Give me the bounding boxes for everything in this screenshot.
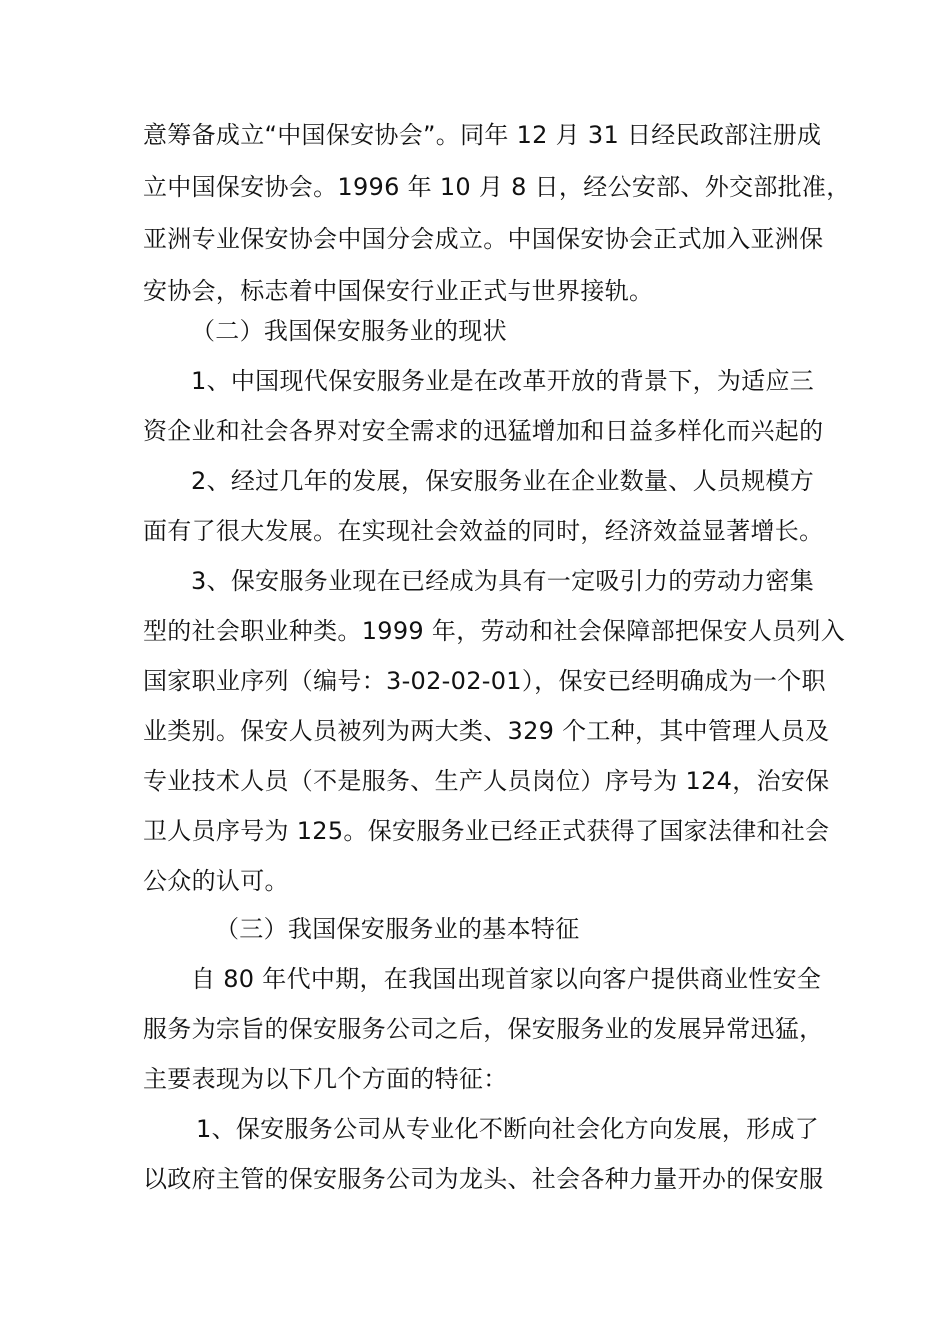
paragraph-line: 自 80 年代中期，在我国出现首家以向客户提供商业性安全 xyxy=(191,965,822,993)
list-item-line: 型的社会职业种类。1999 年，劳动和社会保障部把保安人员列入 xyxy=(143,617,846,645)
paragraph-line: 主要表现为以下几个方面的特征： xyxy=(143,1065,508,1093)
paragraph-line: 意筹备成立“中国保安协会”。同年 12 月 31 日经民政部注册成 xyxy=(143,121,822,149)
section-heading: （三）我国保安服务业的基本特征 xyxy=(215,915,580,943)
list-item-line: 以政府主管的保安服务公司为龙头、社会各种力量开办的保安服 xyxy=(143,1165,824,1193)
paragraph-line: 亚洲专业保安协会中国分会成立。中国保安协会正式加入亚洲保 xyxy=(143,225,824,253)
list-item-line: 业类别。保安人员被列为两大类、329 个工种，其中管理人员及 xyxy=(143,717,830,745)
list-item-line: 面有了很大发展。在实现社会效益的同时，经济效益显著增长。 xyxy=(143,517,824,545)
list-item-line: 资企业和社会各界对安全需求的迅猛增加和日益多样化而兴起的 xyxy=(143,417,824,445)
paragraph-line: 服务为宗旨的保安服务公司之后，保安服务业的发展异常迅猛， xyxy=(143,1015,824,1043)
list-item-line: 卫人员序号为 125。保安服务业已经正式获得了国家法律和社会 xyxy=(143,817,830,845)
list-item-line: 1、保安服务公司从专业化不断向社会化方向发展，形成了 xyxy=(196,1115,820,1143)
list-item-line: 2、经过几年的发展，保安服务业在企业数量、人员规模方 xyxy=(191,467,815,495)
list-item-line: 专业技术人员（不是服务、生产人员岗位）序号为 124，治安保 xyxy=(143,767,830,795)
section-heading: （二）我国保安服务业的现状 xyxy=(191,317,507,345)
paragraph-line: 立中国保安协会。1996 年 10 月 8 日，经公安部、外交部批准， xyxy=(143,173,851,201)
paragraph-line: 安协会，标志着中国保安行业正式与世界接轨。 xyxy=(143,277,654,305)
list-item-line: 1、中国现代保安服务业是在改革开放的背景下，为适应三 xyxy=(191,367,815,395)
list-item-line: 公众的认可。 xyxy=(143,867,289,895)
list-item-line: 3、保安服务业现在已经成为具有一定吸引力的劳动力密集 xyxy=(191,567,815,595)
list-item-line: 国家职业序列（编号：3-02-02-01），保安已经明确成为一个职 xyxy=(143,667,826,695)
